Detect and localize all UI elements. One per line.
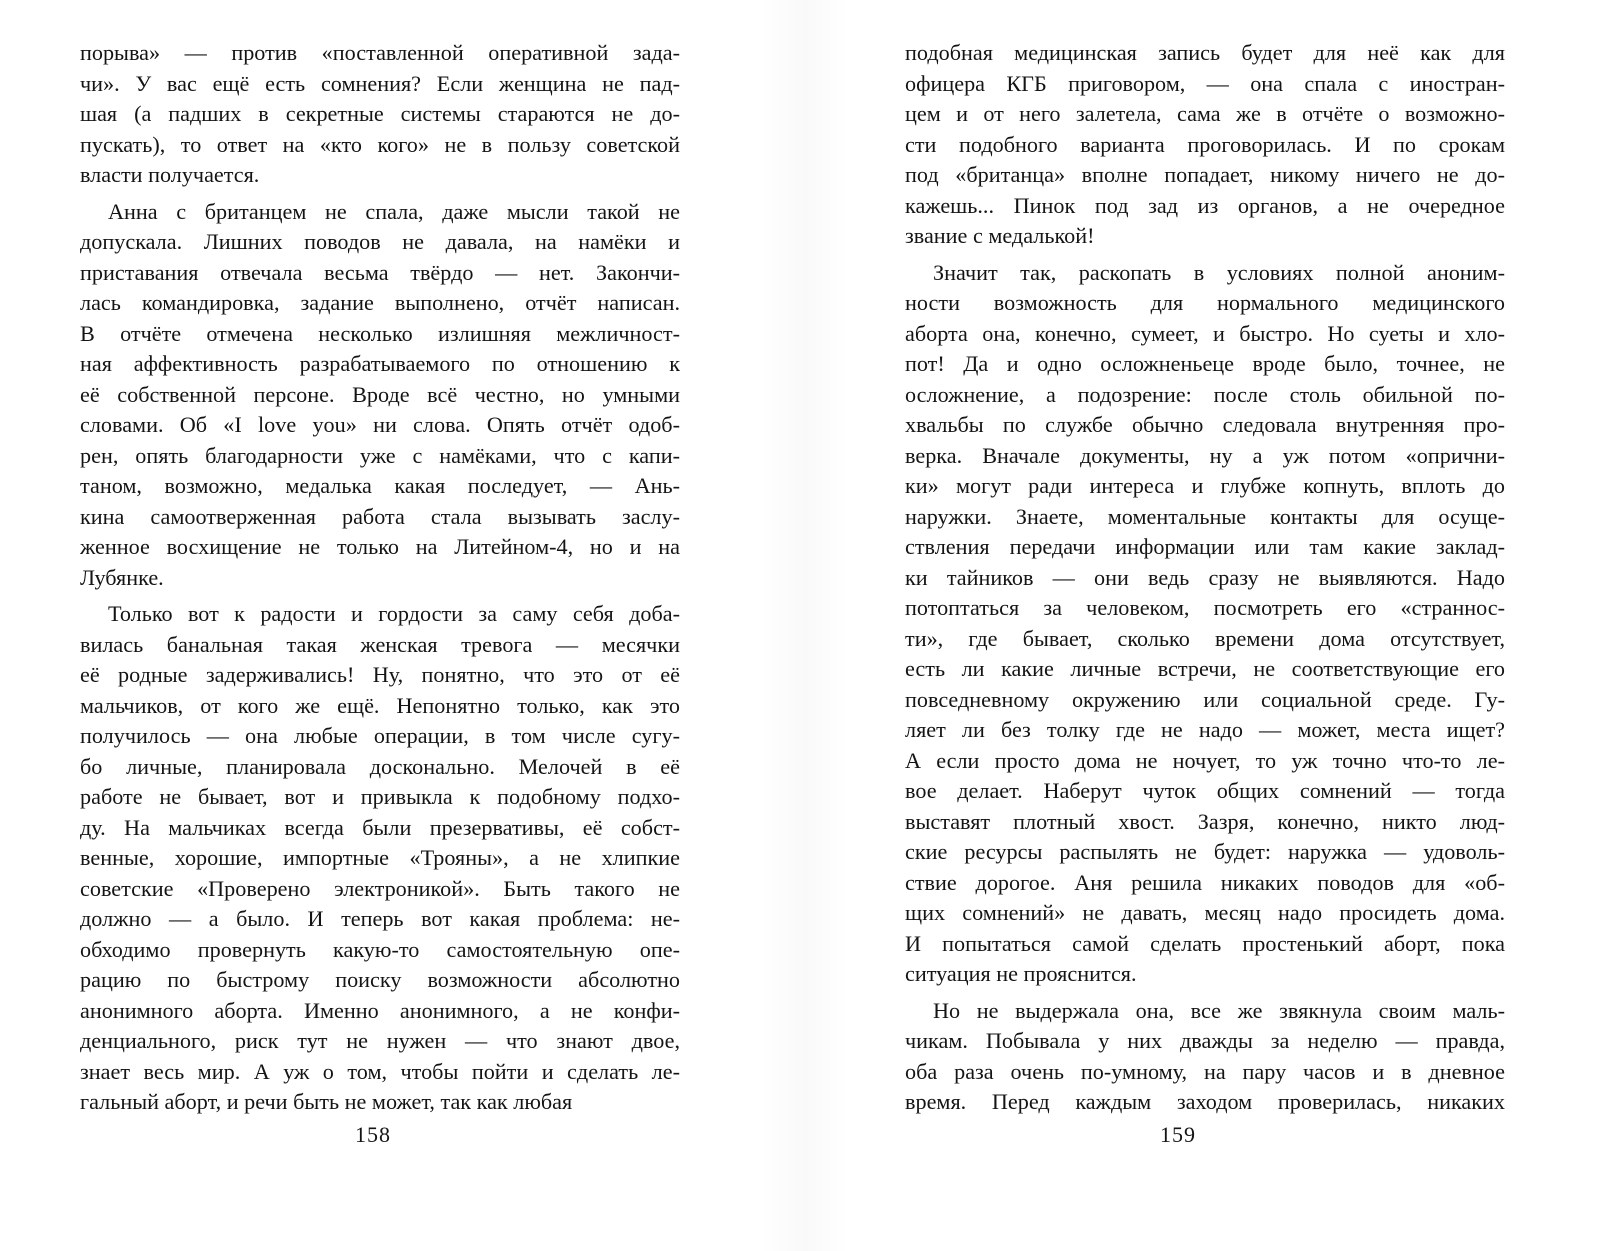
text-line: верка. Вначале документы, ну а уж потом «опрични- xyxy=(905,442,1505,468)
text-line: хвальбы по службе обычно следовала внутренняя про- xyxy=(905,412,1505,437)
text-line: ляет ли без толку где не надо — может, места ищет? xyxy=(905,717,1505,742)
text-line: лась командировка, задание выполнено, отчёт написан. xyxy=(80,290,680,315)
paragraph xyxy=(80,197,680,594)
paragraph xyxy=(905,258,1505,990)
text-line: шая (а падших в секретные системы стараются не до- xyxy=(80,101,680,126)
text-line: звание с медалькой! xyxy=(905,223,1095,248)
text-line: знает весь мир. А уж о том, чтобы пойти и сделать ле- xyxy=(80,1058,680,1084)
text-line: власти получается. xyxy=(80,162,260,187)
text-line: кина самоотверженная работа стала вызывать заслу- xyxy=(80,503,680,529)
text-line: мальчиков, от кого же ещё. Непонятно только, как это xyxy=(80,692,680,718)
text-line: пот! Да и одно осложненьеце вроде было, точнее, не xyxy=(905,351,1505,376)
text-line: И попытаться самой сделать простенький аборт, пока xyxy=(905,930,1505,956)
text-line: ские ресурсы распылять не будет: наружка — удоволь- xyxy=(905,839,1505,864)
text-line: ствие дорогое. Аня решила никаких поводов для «об- xyxy=(905,869,1505,895)
text-line: Но не выдержала она, все же звякнула своим маль- xyxy=(933,997,1505,1023)
text-line: вилась банальная такая женская тревога — месячки xyxy=(80,631,680,657)
text-line: подобная медицинская запись будет для неё как для xyxy=(905,40,1505,65)
text-line: рен, опять благодарности уже с намёками, что с капи- xyxy=(80,442,680,468)
text-line: таном, возможно, медалька какая последует, — Ань- xyxy=(80,473,680,498)
paragraph xyxy=(905,996,1505,1118)
text-line: рацию по быстрому поиску возможности абсолютно xyxy=(80,967,680,992)
text-line: советские «Проверено электроникой». Быть такого не xyxy=(80,875,680,901)
text-line: её собственной персоне. Вроде всё честно, но умными xyxy=(80,381,680,407)
text-line: повседневному окружению или социальной среде. Гу- xyxy=(905,686,1505,712)
text-line: денциального, риск тут не нужен — что знают двое, xyxy=(80,1028,680,1053)
text-line: допускала. Лишних поводов не давала, на намёки и xyxy=(80,229,680,254)
text-line: должно — а было. И теперь вот какая проблема: не- xyxy=(80,906,680,931)
paragraph xyxy=(80,38,680,191)
right-page xyxy=(905,38,1505,1118)
text-line: В отчёте отмечена несколько излишняя межличност- xyxy=(80,320,680,346)
text-line: чикам. Побывала у них дважды за неделю — правда, xyxy=(905,1028,1505,1053)
text-line: время. Перед каждым заходом проверилась, никаких xyxy=(905,1089,1505,1114)
text-line: офицера КГБ приговором, — она спала с иностран- xyxy=(905,70,1505,96)
text-line: сти подобного варианта проговорилась. И по срокам xyxy=(905,131,1505,157)
paragraph xyxy=(80,599,680,1118)
text-line: под «британца» вполне попадает, никому ничего не до- xyxy=(905,162,1505,187)
text-line: наружки. Знаете, моментальные контакты для осуще- xyxy=(905,503,1505,529)
paragraph xyxy=(905,38,1505,252)
text-line: аборта она, конечно, сумеет, и быстро. Но суеты и хло- xyxy=(905,320,1505,346)
text-line: есть ли какие личные встречи, не соответствующие его xyxy=(905,656,1505,681)
right-page-number: 159 xyxy=(1160,1122,1196,1147)
text-line: её родные задерживались! Ну, понятно, что это от её xyxy=(80,662,680,687)
text-line: получилось — она любые операции, в том числе сугу- xyxy=(80,723,680,748)
text-line: работе не бывает, вот и привыкла к подобному подхо- xyxy=(80,784,680,809)
text-line: порыва» — против «поставленной оперативной зада- xyxy=(80,40,680,65)
text-line: ствления передачи информации или там какие заклад- xyxy=(905,534,1505,559)
text-line: ки тайников — они ведь сразу не выявляются. Надо xyxy=(905,564,1505,590)
text-line: чи». У вас ещё есть сомнения? Если женщина не пад- xyxy=(80,70,680,96)
text-line: Значит так, раскопать в условиях полной аноним- xyxy=(933,259,1505,285)
text-line: обходимо провернуть какую-то самостоятельную опе- xyxy=(80,936,680,962)
text-line: ки» могут ради интереса и глубже копнуть, вплоть до xyxy=(905,473,1505,498)
text-line: ду. На мальчиках всегда были презервативы, её собст- xyxy=(80,814,680,840)
text-line: потоптаться за человеком, посмотреть его «страннос- xyxy=(905,595,1505,620)
text-line: гальный аборт, и речи быть не может, так как любая xyxy=(80,1089,573,1114)
text-line: анонимного аборта. Именно анонимного, а не конфи- xyxy=(80,997,680,1023)
text-line: ти», где бывает, сколько времени дома отсутствует, xyxy=(905,625,1505,651)
text-line: вое делает. Наберут чуток общих сомнений — тогда xyxy=(905,778,1505,803)
text-line: оба раза очень по-умному, на пару часов и в дневное xyxy=(905,1058,1505,1084)
right-page-text xyxy=(905,38,1505,1118)
text-line: щих сомнений» не давать, месяц надо просидеть дома. xyxy=(905,900,1505,925)
text-line: выставят плотный хвост. Зазря, конечно, никто люд- xyxy=(905,808,1505,834)
text-line: ная аффективность разрабатываемого по отношению к xyxy=(80,351,680,376)
left-page-number: 158 xyxy=(355,1122,391,1147)
text-line: бо личные, планировала досконально. Мелочей в её xyxy=(80,753,680,779)
left-page xyxy=(80,38,680,1118)
text-line: Анна с британцем не спала, даже мысли такой не xyxy=(108,198,680,224)
text-line: цем и от него залетела, сама же в отчёте о возможно- xyxy=(905,101,1505,126)
book-gutter xyxy=(760,0,850,1251)
text-line: Лубянке. xyxy=(80,564,164,590)
text-line: пускать), то ответ на «кто кого» не в пользу советской xyxy=(80,131,680,157)
text-line: Только вот к радости и гордости за саму себя доба- xyxy=(108,601,680,626)
text-line: ситуация не прояснится. xyxy=(905,961,1137,986)
text-line: кажешь... Пинок под зад из органов, а не очередное xyxy=(905,192,1505,218)
text-line: А если просто дома не ночует, то уж точно что-то ле- xyxy=(905,747,1505,773)
left-page-text xyxy=(80,38,680,1118)
text-line: приставания отвечала весьма твёрдо — нет. Закончи- xyxy=(80,259,680,285)
text-line: осложнение, а подозрение: после столь обильной по- xyxy=(905,381,1505,407)
text-line: словами. Об «I love you» ни слова. Опять отчёт одоб- xyxy=(80,412,680,437)
text-line: венные, хорошие, импортные «Трояны», а не хлипкие xyxy=(80,845,680,870)
text-line: ности возможность для нормального медицинского xyxy=(905,290,1505,315)
text-line: женное восхищение не только на Литейном-4, но и на xyxy=(80,534,680,559)
